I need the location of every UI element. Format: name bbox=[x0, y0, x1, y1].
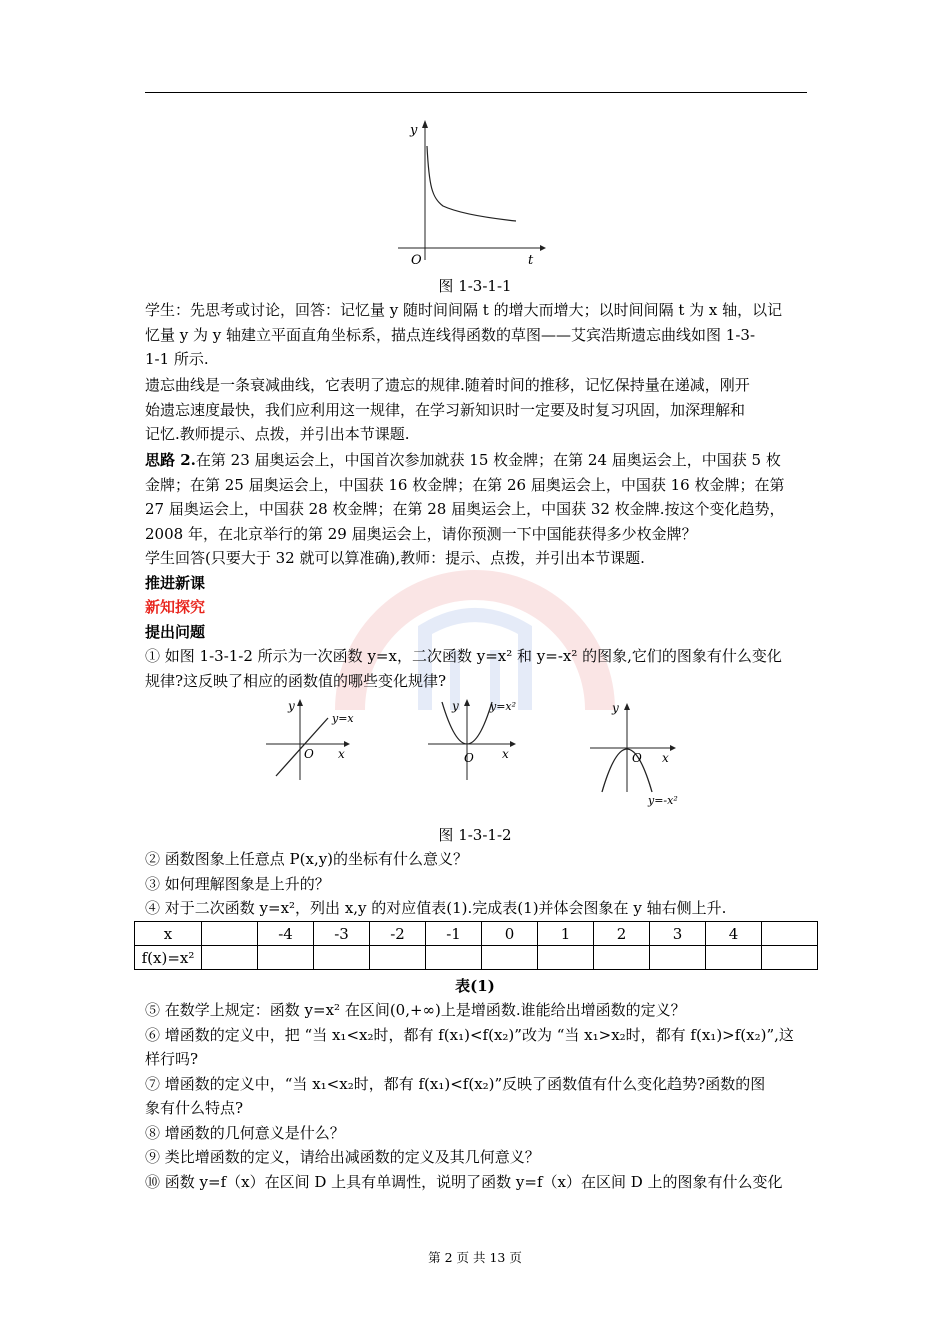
table-cell: 0 bbox=[482, 922, 538, 946]
graph3-x-label: x bbox=[662, 751, 669, 765]
table-cell: 4 bbox=[706, 922, 762, 946]
table-cell: 2 bbox=[594, 922, 650, 946]
figure-forgetting-curve bbox=[398, 118, 548, 268]
text-line: 2008 年，在北京举行的第 29 届奥运会上，请你预测一下中国能获得多少枚金牌？ bbox=[145, 524, 697, 543]
question-3: ③ 如何理解图象是上升的？ bbox=[145, 874, 330, 893]
graph-quadratic-down bbox=[590, 701, 678, 807]
table-cell: 1 bbox=[538, 922, 594, 946]
table-cell bbox=[706, 946, 762, 970]
value-table bbox=[134, 921, 818, 970]
table-header-x: x bbox=[135, 922, 202, 946]
heading-questions: 提出问题 bbox=[145, 622, 206, 641]
text-line: 学生：先思考或讨论，回答：记忆量 y 随时间间隔 t 的增大而增大；以时间间隔 t 为 x 轴，以记 bbox=[145, 301, 783, 319]
table-cell bbox=[314, 946, 370, 970]
header-rule bbox=[145, 92, 807, 93]
text-line: 金牌；在第 25 届奥运会上，中国获 16 枚金牌；在第 26 届奥运会上，中国获 16 枚金牌；在第 bbox=[145, 475, 785, 494]
text-line: 在第 23 届奥运会上，中国首次参加就获 15 枚金牌；在第 24 届奥运会上，中国获 5 枚 bbox=[195, 451, 781, 469]
table-cell bbox=[482, 946, 538, 970]
graph1-origin: O bbox=[304, 747, 314, 761]
text-line: 始遗忘速度最快，我们应利用这一规律，在学习新知识时一定要及时复习巩固，加深理解和 bbox=[145, 400, 746, 419]
text-line: 学生回答(只要大于 32 就可以算准确),教师：提示、点拨，并引出本节课题. bbox=[145, 549, 645, 567]
fig1-origin-label: O bbox=[411, 253, 422, 268]
table-header-fx: f(x)=x² bbox=[135, 946, 202, 970]
question-6-cont: 样行吗? bbox=[145, 1050, 199, 1068]
question-10: ⑩ 函数 y=f（x）在区间 D 上具有单调性，说明了函数 y=f（x）在区间 D 上的图象有什么变化 bbox=[145, 1172, 783, 1191]
table-cell bbox=[202, 922, 258, 946]
table-row bbox=[135, 946, 818, 970]
fig1-caption: 图 1-3-1-1 bbox=[438, 277, 512, 295]
question-1-cont: 规律?这反映了相应的函数值的哪些变化规律? bbox=[145, 671, 447, 690]
student-answer-paragraph bbox=[145, 298, 810, 372]
graph1-x-label: x bbox=[338, 747, 345, 761]
table-cell bbox=[202, 946, 258, 970]
approach2-label: 思路 2. bbox=[145, 451, 196, 469]
fig1-x-label: t bbox=[528, 253, 534, 268]
graph2-x-label: x bbox=[502, 747, 509, 761]
figure-three-graphs bbox=[262, 696, 692, 812]
heading-new-lesson: 推进新课 bbox=[145, 573, 206, 592]
table-caption: 表(1) bbox=[455, 977, 495, 995]
questions-block-2 bbox=[145, 998, 810, 1194]
questions-block-1 bbox=[145, 847, 810, 921]
text-line: 忆量 y 为 y 轴建立平面直角坐标系，描点连线得函数的草图——艾宾浩斯遗忘曲线如图 1-3- bbox=[145, 325, 756, 344]
graph1-y-label: y bbox=[288, 699, 295, 713]
fig1-y-label: y bbox=[410, 123, 418, 138]
question-2: ② 函数图象上任意点 P(x,y)的坐标有什么意义？ bbox=[145, 850, 469, 868]
graph-linear bbox=[266, 699, 354, 780]
text-line: 27 届奥运会上，中国获 28 枚金牌；在第 28 届奥运会上，中国获 32 枚金牌.按这个变化趋势， bbox=[145, 500, 785, 518]
table-cell bbox=[762, 946, 818, 970]
text-line: 1-1 所示. bbox=[145, 350, 209, 368]
table-cell bbox=[594, 946, 650, 970]
table-cell: -2 bbox=[370, 922, 426, 946]
table-row bbox=[135, 922, 818, 946]
graph1-label: y=x bbox=[332, 712, 354, 725]
graph2-label: y=x² bbox=[490, 700, 517, 713]
graph-quadratic-up bbox=[428, 699, 516, 780]
question-9: ⑨ 类比增函数的定义，请给出减函数的定义及其几何意义？ bbox=[145, 1148, 540, 1166]
question-4: ④ 对于二次函数 y=x²，列出 x,y 的对应值表(1).完成表(1)并体会图象在 y 轴右侧上升. bbox=[145, 899, 727, 917]
graph3-origin: O bbox=[632, 751, 642, 765]
table-cell bbox=[650, 946, 706, 970]
table-cell: -4 bbox=[258, 922, 314, 946]
table-cell bbox=[370, 946, 426, 970]
question-1: ① 如图 1-3-1-2 所示为一次函数 y=x，二次函数 y=x² 和 y=-x² 的图象,它们的图象有什么变化 bbox=[145, 647, 782, 665]
question-7: ⑦ 增函数的定义中，“当 x₁<x₂时，都有 f(x₁)<f(x₂)”反映了函数值有什么变化趋势?函数的图 bbox=[145, 1074, 766, 1093]
table-cell: -3 bbox=[314, 922, 370, 946]
question-6: ⑥ 增函数的定义中，把 “当 x₁<x₂时，都有 f(x₁)<f(x₂)”改为 “当 x₁>x₂时，都有 f(x₁)>f(x₂)”,这 bbox=[145, 1025, 794, 1044]
text-line: 遗忘曲线是一条衰减曲线，它表明了遗忘的规律.随着时间的推移，记忆保持量在递减，刚开 bbox=[145, 376, 750, 394]
question-8: ⑧ 增函数的几何意义是什么？ bbox=[145, 1123, 345, 1142]
question-5: ⑤ 在数学上规定：函数 y=x² 在区间(0,+∞)上是增函数.谁能给出增函数的定义？ bbox=[145, 1001, 686, 1019]
table-cell bbox=[426, 946, 482, 970]
graph2-origin: O bbox=[464, 751, 474, 765]
approach2-paragraph bbox=[145, 448, 810, 693]
table-cell bbox=[762, 922, 818, 946]
page-footer: 第 2 页 共 13 页 bbox=[428, 1250, 522, 1265]
text-line: 记忆.教师提示、点拨，并引出本节课题. bbox=[145, 425, 410, 443]
graph2-y-label: y bbox=[452, 699, 459, 713]
table-cell: 3 bbox=[650, 922, 706, 946]
forgetting-curve-paragraph bbox=[145, 373, 810, 447]
heading-explore: 新知探究 bbox=[145, 598, 206, 616]
fig2-caption: 图 1-3-1-2 bbox=[438, 826, 512, 844]
graph3-y-label: y bbox=[612, 701, 619, 715]
table-cell bbox=[258, 946, 314, 970]
question-7-cont: 象有什么特点? bbox=[145, 1099, 244, 1117]
table-cell: -1 bbox=[426, 922, 482, 946]
graph3-label: y=-x² bbox=[648, 794, 678, 807]
table-cell bbox=[538, 946, 594, 970]
